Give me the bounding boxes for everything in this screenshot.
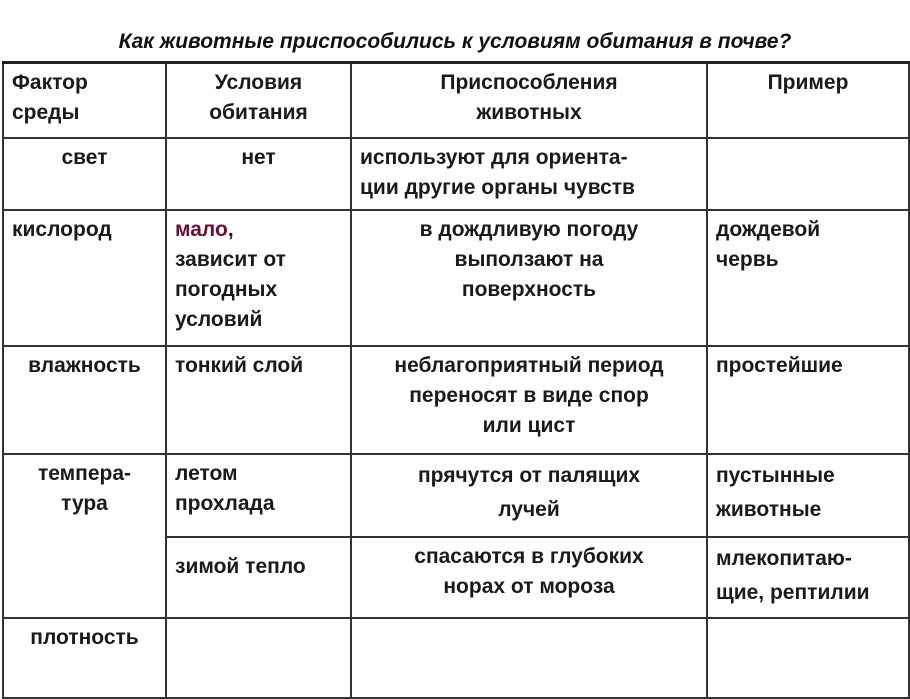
- accent-text: мало: [175, 217, 228, 241]
- cell-example: [707, 618, 909, 698]
- cell-conditions: [166, 618, 351, 698]
- header-example: [707, 63, 909, 138]
- cell-factor: [3, 454, 166, 618]
- cell-adaptations: [351, 454, 707, 537]
- cell-line: погодных: [175, 277, 278, 301]
- cell-line: темпера-: [37, 461, 132, 485]
- cell-line: условий: [175, 307, 263, 331]
- header-text: животных: [476, 101, 582, 124]
- cell-example: [707, 454, 909, 537]
- cell-line: червь: [716, 247, 779, 271]
- header-factor: [3, 63, 166, 138]
- cell-line: тура: [61, 491, 108, 515]
- header-conditions: [166, 63, 351, 138]
- cell-line: используют для ориента-: [360, 145, 628, 169]
- cell-line: щие, рептилии: [716, 580, 870, 604]
- cell-line: дождевой: [716, 217, 821, 241]
- cell-adaptations: [351, 138, 707, 210]
- table-header-row: [3, 63, 909, 138]
- punctuation: ,: [227, 217, 234, 241]
- header-adaptations: [351, 63, 707, 138]
- cell-factor: свет: [3, 138, 166, 210]
- cell-conditions: тонкий слой: [166, 346, 351, 454]
- cell-adaptations: [351, 346, 707, 454]
- cell-conditions: [166, 210, 351, 346]
- cell-conditions: зимой тепло: [166, 537, 351, 618]
- header-text: Приспособления: [440, 71, 618, 94]
- cell-line: прохлада: [175, 491, 275, 515]
- adaptations-table: [2, 61, 910, 699]
- table-row: [3, 138, 909, 210]
- table-row: [3, 454, 909, 537]
- cell-line: неблагоприятный период: [394, 353, 664, 377]
- header-text: среды: [12, 101, 80, 124]
- cell-example: [707, 537, 909, 618]
- cell-line: прячутся от палящих: [417, 463, 641, 487]
- header-text: обитания: [209, 101, 308, 124]
- cell-line: норах от мороза: [443, 574, 615, 598]
- cell-line: поверхность: [461, 277, 597, 301]
- cell-factor: влажность: [3, 346, 166, 454]
- cell-conditions: нет: [166, 138, 351, 210]
- cell-line: переносят в виде спор: [409, 383, 649, 407]
- cell-line: зависит от: [175, 247, 286, 271]
- cell-line: выползают на: [454, 247, 604, 271]
- cell-line: млекопитаю-: [716, 546, 852, 570]
- header-text: Фактор: [12, 71, 88, 94]
- header-text: Пример: [767, 71, 849, 94]
- cell-line: спасаются в глубоких: [414, 544, 644, 568]
- cell-adaptations: [351, 537, 707, 618]
- cell-line: животные: [716, 497, 822, 521]
- cell-conditions: [166, 454, 351, 537]
- cell-example: простейшие: [707, 346, 909, 454]
- cell-line: летом: [175, 461, 238, 485]
- cell-example: [707, 210, 909, 346]
- cell-factor: кислород: [3, 210, 166, 346]
- cell-line: пустынные: [716, 463, 835, 487]
- table-row: [3, 210, 909, 346]
- table-row: [3, 346, 909, 454]
- cell-example: [707, 138, 909, 210]
- cell-factor: плотность: [3, 618, 166, 698]
- cell-line: лучей: [498, 497, 560, 521]
- cell-adaptations: [351, 210, 707, 346]
- cell-line: в дождливую погоду: [419, 217, 639, 241]
- header-text: Условия: [214, 71, 303, 94]
- page-title: Как животные приспособились к условиям обитания в почве?: [118, 30, 792, 53]
- table-row: [3, 618, 909, 698]
- cell-line: или цист: [482, 413, 576, 437]
- cell-line: [175, 215, 342, 245]
- cell-line: ции другие органы чувств: [360, 175, 635, 199]
- cell-adaptations: [351, 618, 707, 698]
